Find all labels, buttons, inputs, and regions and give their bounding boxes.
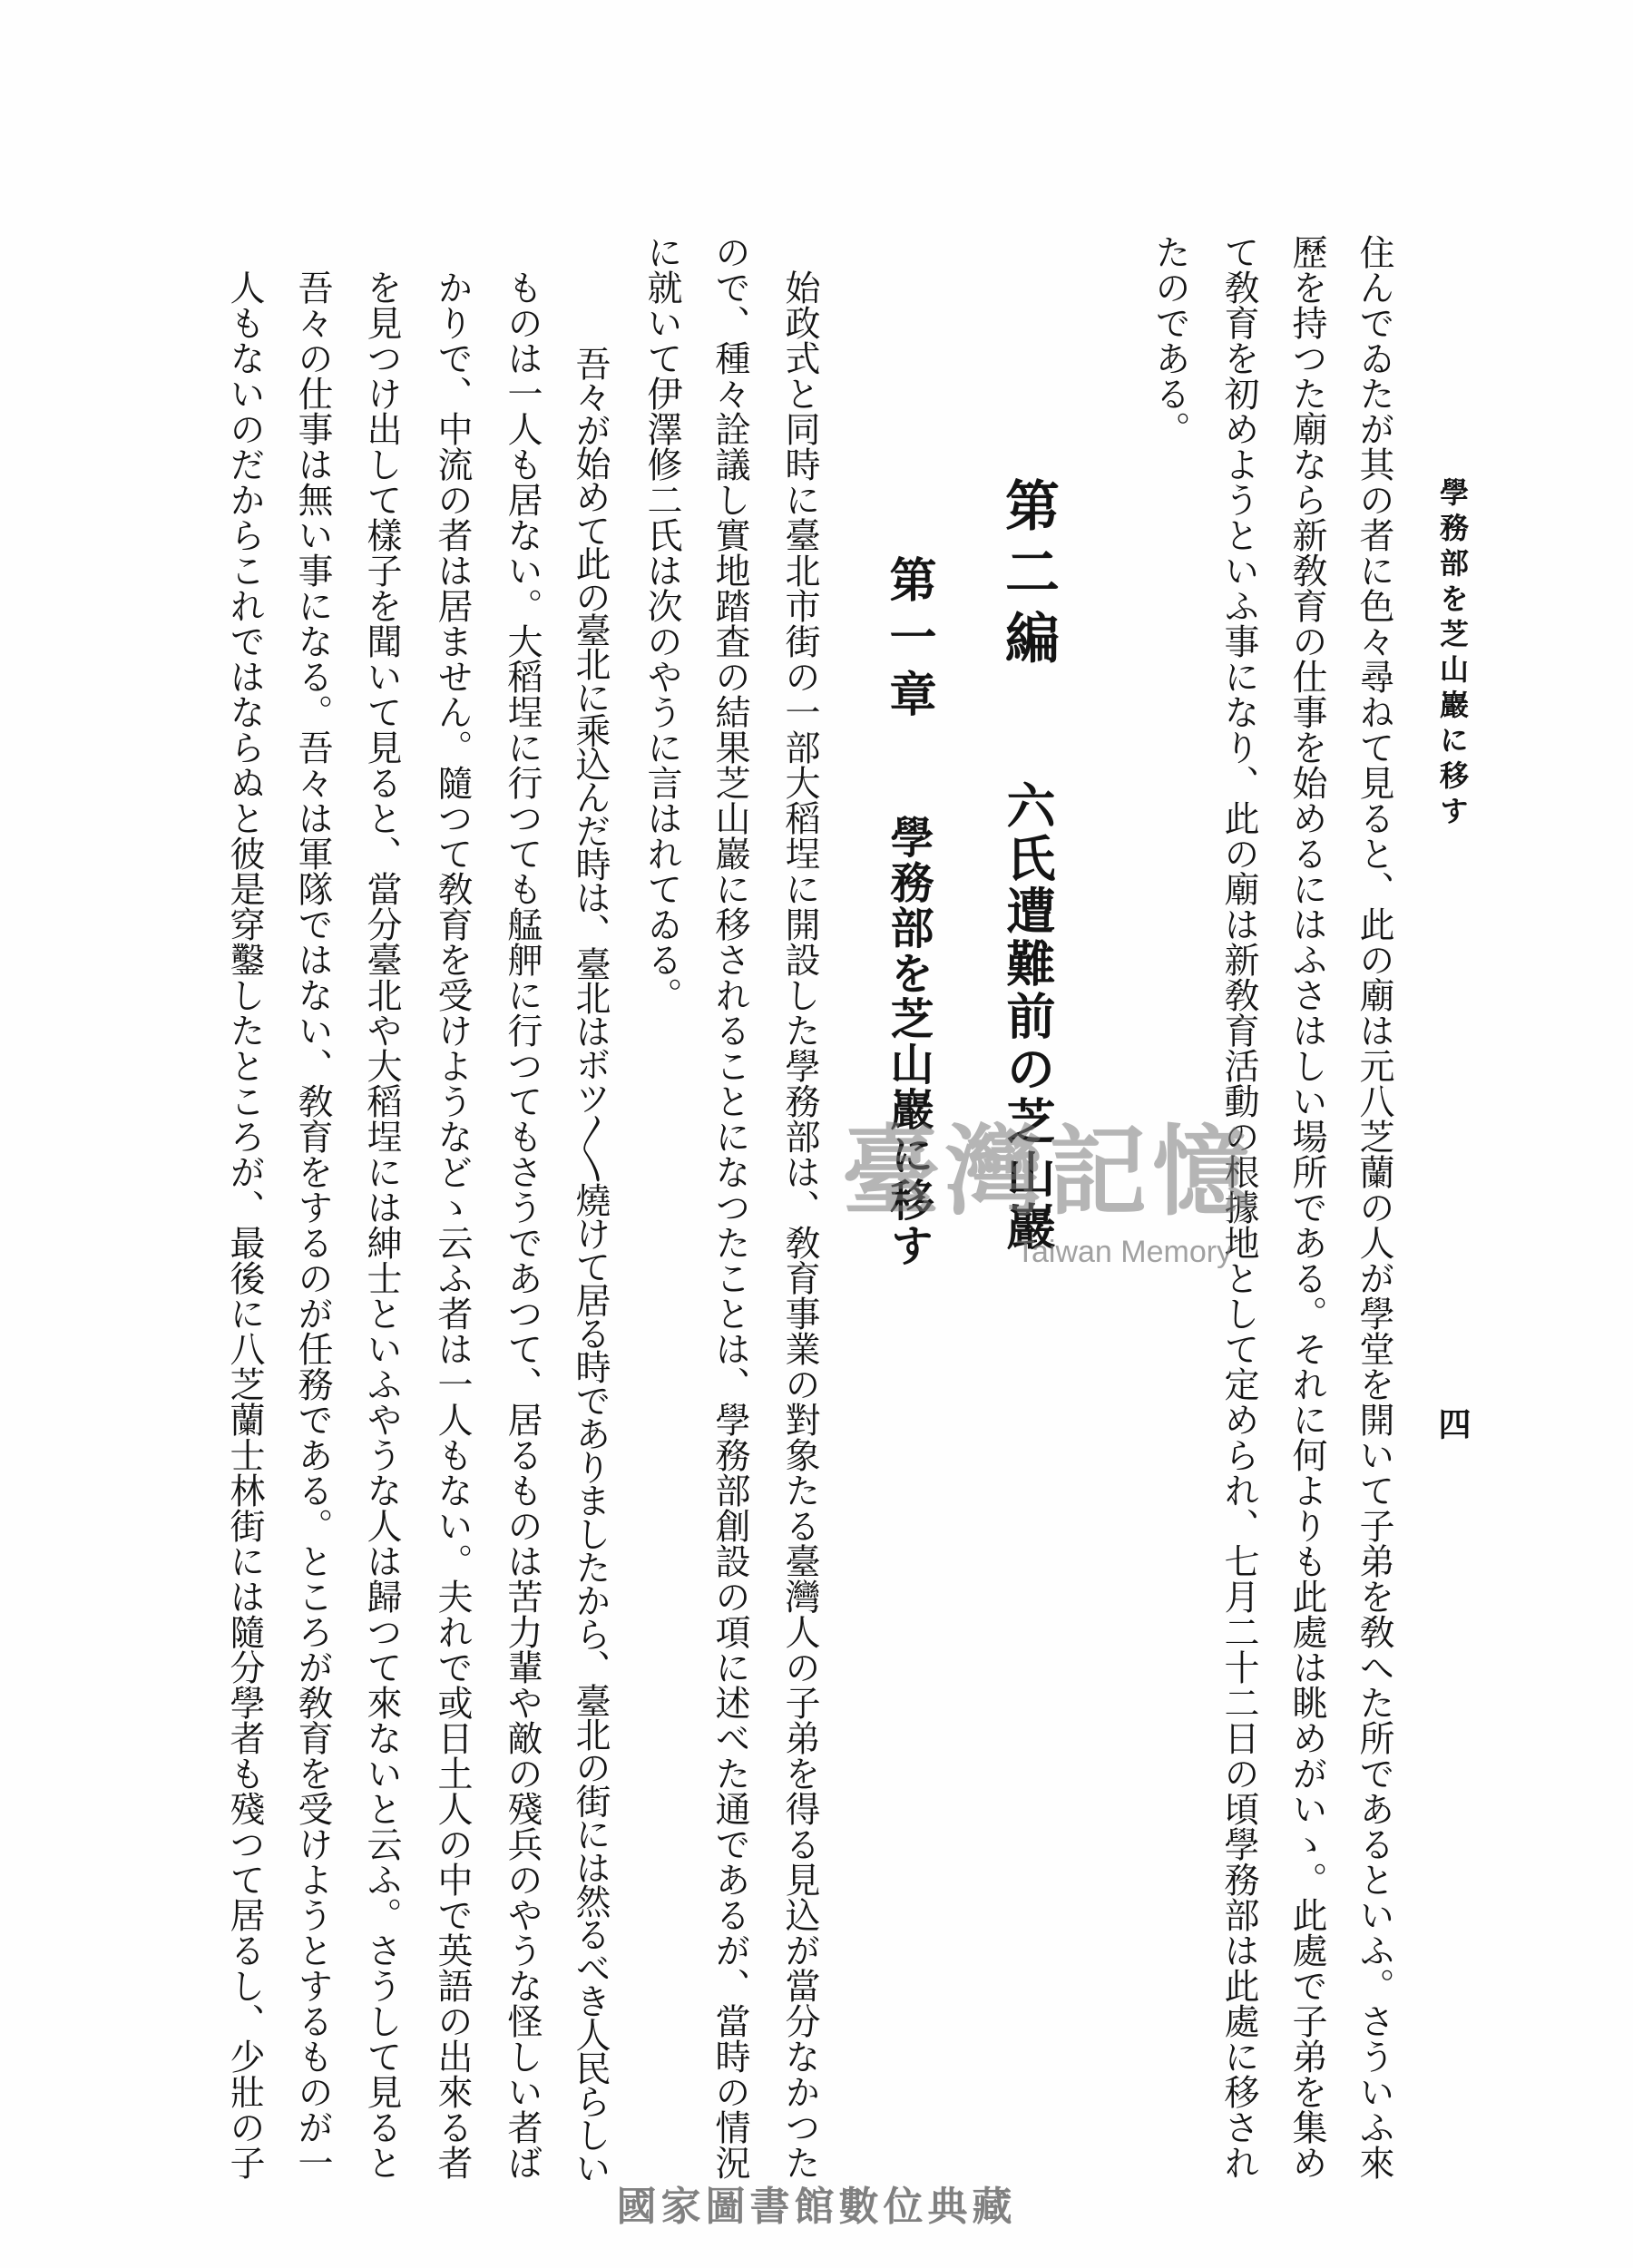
text-line: 歷を持つた廟なら新敎育の仕事を始めるにはふさはしい場所である。それに何よりも此處は眺めがいゝ。此處で子弟を集め: [1286, 234, 1327, 2180]
text-line: て敎育を初めようといふ事になり、此の廟は新敎育活動の根據地として定められ、七月二十二日の頃學務部は此處に移され: [1218, 234, 1259, 2180]
watermark-subtext: Taiwan Memory: [1016, 1235, 1233, 1269]
text-line: 住んでゐたが其の者に色々尋ねて見ると、此の廟は元八芝蘭の人が學堂を開いて子弟を敎へた所であるといふ。さういふ來: [1354, 234, 1394, 2180]
text-line: 吾々が始めて此の臺北に乘込んだ時は、臺北はボツ〳〵燒けて居る時でありましたから、臺北の街には然るべき人民らしい: [570, 346, 611, 2185]
watermark-text: 臺灣記憶: [842, 1115, 1257, 1229]
text-line: を見つけ出して樣子を聞いて見ると、當分臺北や大稻埕には紳士といふやうな人は歸つて來ないと云ふ。さうして見ると: [361, 269, 402, 2180]
chapter-heading-title: 學務部を芝山巖に移す: [883, 815, 934, 1268]
text-line: たのである。: [1149, 234, 1190, 446]
page-number: 四: [1433, 1407, 1472, 1440]
text-line: ものは一人も居ない。大稻埕に行つても艋舺に行つてもさうであつて、居るものは苦力輩や敵の殘兵のやうな怪しい者ば: [502, 269, 543, 2180]
running-header-title: 學務部を芝山巖に移す: [1435, 477, 1470, 831]
text-line: 始政式と同時に臺北市街の一部大稻埕に開設した學務部は、敎育事業の對象たる臺灣人の子弟を得る見込が當分なかつた: [779, 269, 820, 2180]
text-line: かりで、中流の者は居ません。隨つて敎育を受けようなどゝ云ふ者は一人もない。夫れで或日土人の中で英語の出來る者: [432, 269, 473, 2180]
text-line: 吾々の仕事は無い事になる。吾々は軍隊ではない、敎育をするのが任務である。ところが敎育を受けようとするものが一: [292, 269, 333, 2180]
text-line: ので、種々詮議し實地踏査の結果芝山巖に移されることになつたことは、學務部創設の項に述べた通であるが、當時の情況: [709, 234, 750, 2180]
chapter-heading-label: 第一章: [881, 555, 936, 727]
text-line: 人もないのだからこれではならぬと彼是穿鑿したところが、最後に八芝蘭士林街には隨分學者も殘つて居るし、少壯の子: [224, 269, 265, 2180]
text-line: に就いて伊澤修二氏は次のやうに言はれてゐる。: [641, 234, 682, 1012]
collection-footer: 國家圖書館數位典藏: [616, 2184, 1017, 2230]
part-heading-title: 六氏遭難前の芝山巖: [999, 780, 1057, 1254]
part-heading-label: 第二編: [996, 477, 1060, 676]
